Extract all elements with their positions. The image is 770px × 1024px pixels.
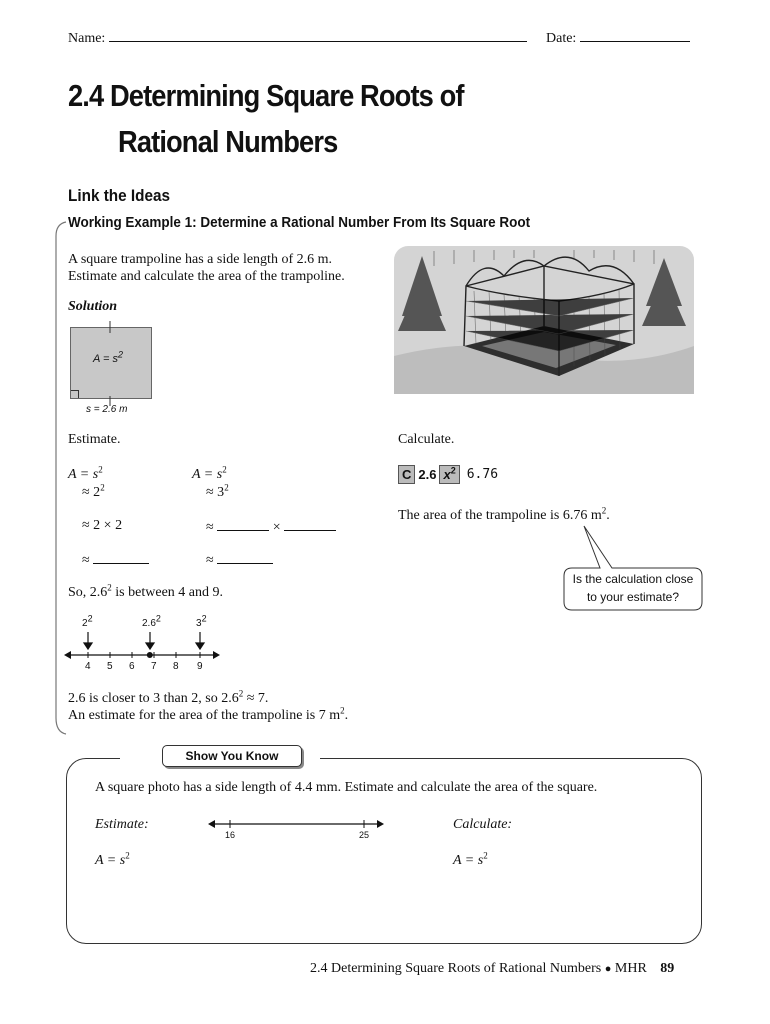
calculate-answer: The area of the trampoline is 6.76 $m^2$. [398,505,610,523]
estimate-col2-row3: ≈ × [206,517,336,537]
name-blank[interactable] [109,28,527,42]
estimate-col1-row1: $A = s^2$ [68,464,103,482]
show-you-know-prompt: A square photo has a side length of 4.4 mm. Estimate and calculate the area of the square. [95,780,598,795]
estimate-col1-row3: ≈ 2 × 2 [82,518,123,533]
tick-9: 9 [197,661,203,672]
tick-6: 6 [129,661,135,672]
estimate-col2-row2: ≈ $3^2$ [206,482,229,500]
estimate-col2-blank-a[interactable] [217,517,269,531]
calculate-label: Calculate. [398,432,455,447]
marker-label-2sq: $2^2$ [82,613,93,629]
side-length-label: s = 2.6 m [86,404,128,415]
syk-formula-left: $A = s^2$ [95,850,130,868]
speech-bubble-line-2: to your estimate? [586,590,680,604]
estimate-col2-row1: $A = s^2$ [192,464,227,482]
syk-calculate-label: Calculate: [453,817,513,832]
calculator-display: 6.76 [466,467,499,482]
problem-line-1: A square trampoline has a side length of 2.6 m. [68,252,332,267]
calculator-clear-key: C [398,465,415,484]
page-title: 2.4 Determining Square Roots of [68,78,464,113]
estimate-col2-blank-c[interactable] [217,550,273,564]
conclusion-line-1: 2.6 is closer to 3 than 2, so $2.6^2 \approx 7$. [68,688,269,706]
footer-publisher: MHR [614,961,647,976]
calculator-square-key: $x^2$ [439,465,459,484]
trampoline-illustration [394,246,694,394]
estimate-col2-row4: ≈ [206,550,273,570]
date-field [546,28,690,48]
footer-title: 2.4 Determining Square Roots of Rational Numbers [310,961,602,976]
name-field [68,28,527,48]
tick-4: 4 [85,661,91,672]
page-title-line2: Rational Numbers [118,124,338,159]
speech-bubble-line-1: Is the calculation close [572,572,694,586]
estimate-col1-row2: ≈ $2^2$ [82,482,105,500]
show-you-know-title: Show You Know [185,749,279,763]
side-tick-marks [100,318,120,408]
calculator-input-value: 2.6 [418,467,437,482]
page-footer: 2.4 Determining Square Roots of Rational Numbers ● MHR 89 [310,961,675,976]
name-label: Name: [68,31,109,46]
syk-formula-right: $A = s^2$ [453,850,488,868]
syk-tick-left: 16 [225,830,236,840]
estimate-range-statement: So, $2.6^2$ is between 4 and 9. [68,582,223,600]
number-line-point [147,652,153,658]
estimate-number-line [62,628,222,664]
date-blank[interactable] [580,28,690,42]
speech-bubble [566,570,700,606]
example-heading: Working Example 1: Determine a Rational Number From Its Square Root [68,215,531,231]
estimate-col1-row4: ≈ [82,550,149,570]
syk-tick-right: 25 [359,830,370,840]
date-label: Date: [546,31,580,46]
calculator-keystrokes [398,465,498,484]
tick-7: 7 [151,661,157,672]
estimate-col2-blank-b[interactable] [284,517,336,531]
conclusion-line-2: An estimate for the area of the trampoline is 7 $m^2$. [68,705,349,723]
problem-line-2: Estimate and calculate the area of the trampoline. [68,269,345,284]
marker-label-2-6sq: $2.6^2$ [142,613,161,629]
estimate-col1-blank[interactable] [93,550,149,564]
right-angle-mark [71,390,79,398]
section-heading: Link the Ideas [68,186,171,205]
solution-label: Solution [68,299,118,314]
estimate-label: Estimate. [68,432,121,447]
tick-5: 5 [107,661,113,672]
page-number: 89 [660,961,675,976]
marker-label-3sq: $3^2$ [196,613,207,629]
show-you-know-tab [162,745,302,767]
tick-8: 8 [173,661,179,672]
area-formula: $A = s^2$ [93,349,123,365]
syk-estimate-label: Estimate: [95,817,149,832]
